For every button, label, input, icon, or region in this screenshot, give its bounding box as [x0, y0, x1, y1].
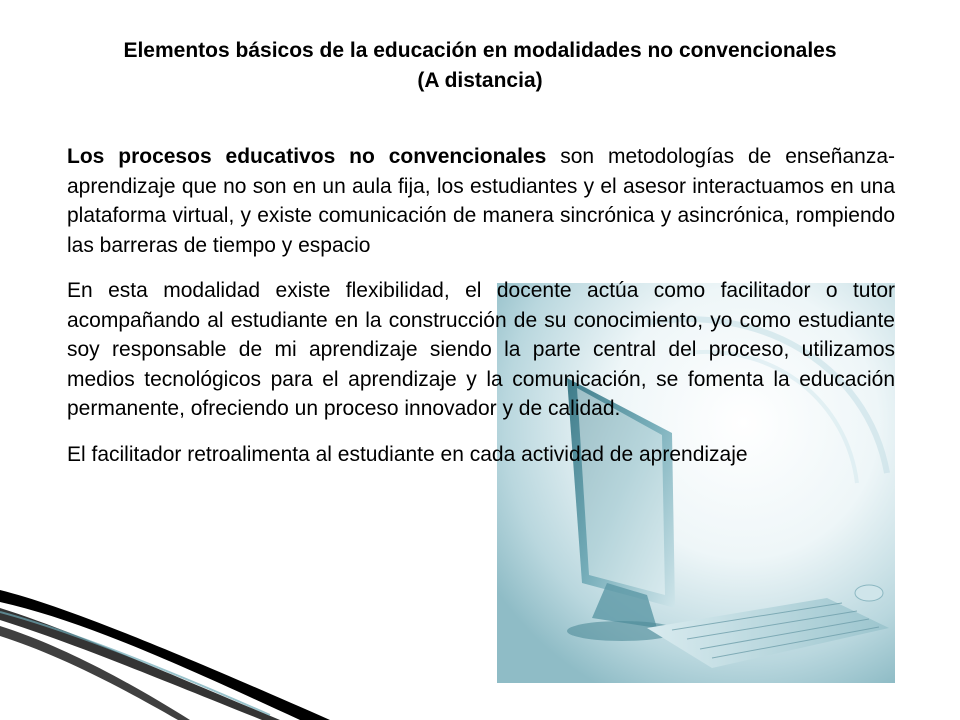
paragraph-3: El facilitador retroalimenta al estudiante en cada actividad de aprendizaje	[67, 442, 748, 466]
slide-title-line-2: (A distancia)	[417, 69, 543, 92]
slide-title	[0, 36, 960, 96]
paragraph-1-text: son metodologías de enseñanza-aprendizaje que no son en un aula fija, los estudiantes y el asesor interactuamos en una plataforma virtual, y existe comunicación de manera sincrónica y asincrónica, rompiendo las barreras de tiempo y espacio	[67, 145, 896, 257]
black-swoosh-decoration	[0, 590, 330, 720]
slide-title-line-1: Elementos básicos de la educación en modalidades no convencionales	[123, 39, 837, 62]
slide-body	[67, 142, 895, 469]
paragraph-1-bold-lead: Los procesos educativos no convencionales	[67, 145, 547, 168]
paragraph-1	[67, 142, 895, 260]
paragraph-2: En esta modalidad existe flexibilidad, el docente actúa como facilitador o tutor acompañando al estudiante en la construcción de su conocimiento, yo como estudiante soy responsable de mi aprendizaje siendo la parte central del proceso, utilizamos medios tecnológicos para el aprendizaje y la comunicación, se fomenta la educación permanente, ofreciendo un proceso innovador y de calidad.	[67, 279, 895, 420]
